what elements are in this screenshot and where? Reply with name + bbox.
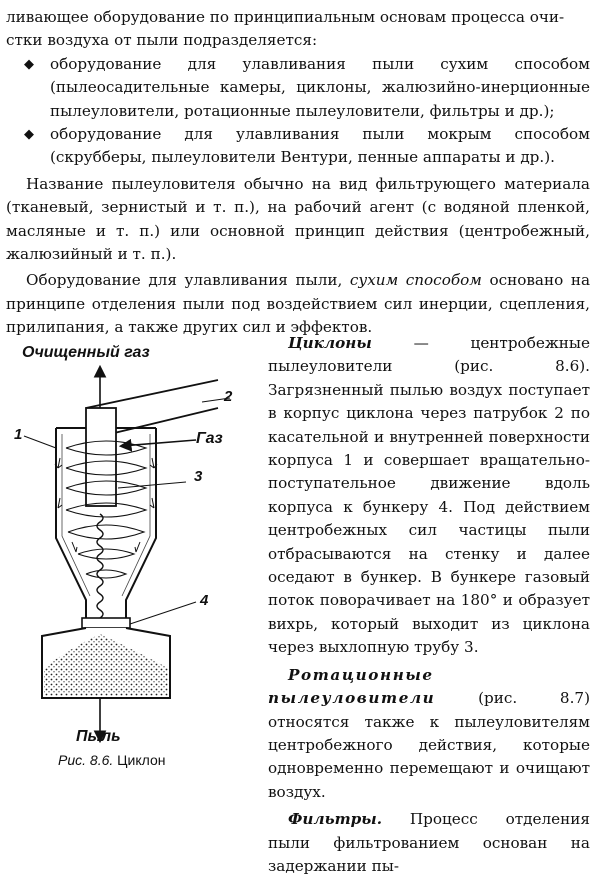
text-right-column [268,332,590,878]
intro-line: ливающее оборудование по принципиальным основам процесса очи- стки воздуха от пыли подразделяется: [6,8,565,50]
text-top-block [6,6,590,340]
gas-inlet-arrow [122,440,196,446]
swirl-flow [66,441,146,578]
bullet-item-dry [6,53,590,123]
callout-3: 3 [194,468,203,485]
bullet-item-wet [6,123,590,170]
outlet-pipe [86,408,116,506]
diamond-bullet-icon: ◆ [24,127,34,143]
paragraph-dry-method: Оборудование для улавливания пыли, сухим способом основано на принципе отделения пыли под воздействием сил инерции, сцепления, прилипания, а также других сил и эффектов. [6,271,590,337]
figure-caption: Рис. 8.6. Циклон [58,752,166,768]
callout-1: 1 [14,426,23,443]
figure-cyclone [0,338,262,780]
callout-4: 4 [200,592,209,609]
bullet-list [6,53,590,170]
bullet-text: оборудование для улавливания пыли сухим способом (пылеосадительные камеры, циклоны, жалюзийно-инерционные пылеуловители, ротационные пылеуловители, фильтры и др.); [50,54,590,120]
term-filters: Фильтры. [288,810,383,829]
term-cyclones: Циклоны [288,334,372,352]
diamond-bullet-icon: ◆ [24,56,34,72]
bullet-text: оборудование для улавливания пыли мокрым способом (скрубберы, пылеуловители Вентури, пенные аппараты и др.). [50,125,590,167]
label-dust: Пыль [76,728,121,745]
central-vortex [97,514,103,618]
cyclone-drawing [0,338,262,750]
paragraph-filters: Фильтры. Процесс отделения пыли фильтрованием основан на задержании пы- [268,810,590,875]
paragraph-rotary: Ротационные пылеуловители (рис. 8.7) относятся также к пылеуловителям центробежного действия, которые одновременно перемещают и очищают воздух. [268,665,590,801]
label-gas: Газ [196,430,223,447]
callout-2: 2 [224,388,233,405]
paragraph-cyclones: Циклоны — центробежные пылеуловители (рис. 8.6). Загрязненный пылью воздух поступает в корпус циклона через патрубок 2 по касательной и внутренней поверхности корпуса 1 и совершает вращательно-поступательное движение вдоль корпуса к бункеру 4. Под действием центробежных сил частицы пыли отбрасываются на стенку и далее оседают в бункер. В бункере газовый поток поворачивает на 180° и образует вихрь, который выходит из циклона через выхлопную трубу 3. [268,334,590,657]
term-rotary: Ротационные пылеуловители [268,665,436,708]
label-clean-gas: Очищенный газ [22,344,150,361]
emphasis-dry: сухим способом [349,271,482,290]
paragraph-names: Название пылеуловителя обычно на вид фильтрующего материала (тканевый, зернистый и т. п.), на рабочий агент (с водяной пленкой, масляные и т. п.) или основной принцип действия (центробежный, жалюзийный и т. п.). [6,174,590,264]
